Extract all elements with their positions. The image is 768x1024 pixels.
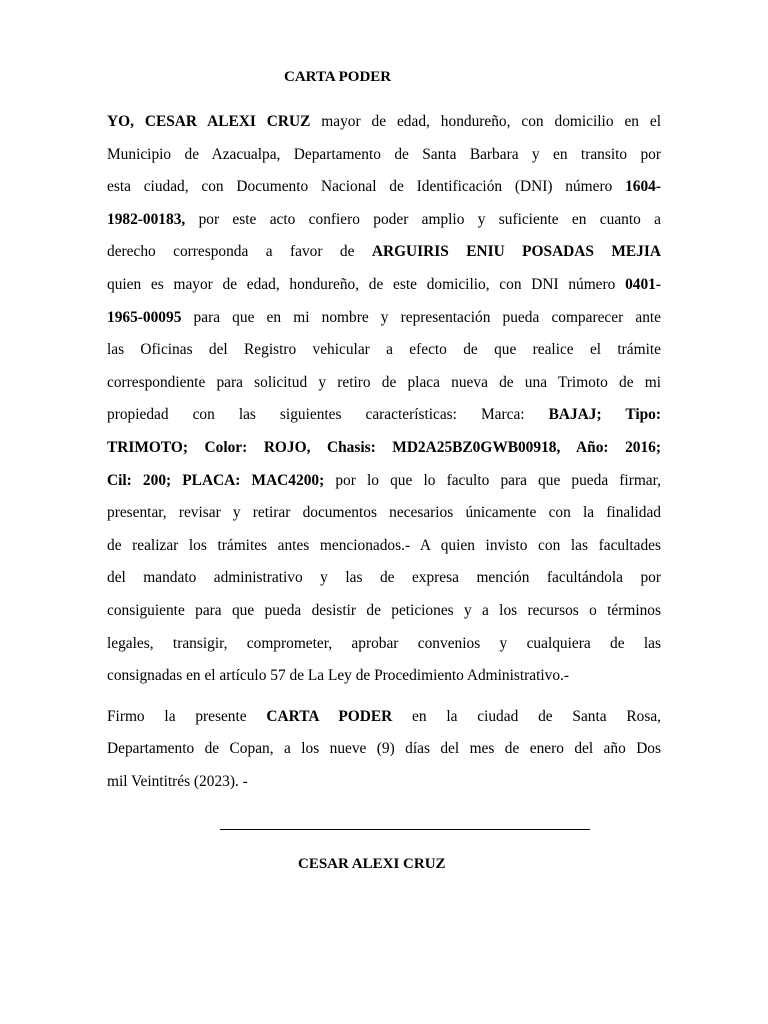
text-line: de realizar los trámites antes mencionados.- A quien invisto con las facultades <box>107 537 661 554</box>
vehicle-details: TRIMOTO; Color: ROJO, Chasis: MD2A25BZ0GWB00918, Año: 2016; <box>107 439 661 456</box>
text-line <box>107 439 661 457</box>
text-segment: por este acto confiero poder amplio y suficiente en cuanto a <box>185 211 661 228</box>
text-segment: derecho corresponda a favor de <box>107 243 372 260</box>
text-line: Municipio de Azacualpa, Departamento de Santa Barbara y en transito por <box>107 146 661 163</box>
document-type: CARTA PODER <box>266 708 393 725</box>
text-line: presentar, revisar y retirar documentos necesarios únicamente con la finalidad <box>107 504 661 521</box>
text-line <box>107 243 661 261</box>
grantor-dni: 1604- <box>625 178 661 195</box>
text-line: mil Veintitrés (2023). - <box>107 773 248 790</box>
text-line <box>107 472 661 490</box>
vehicle-plate: Cil: 200; PLACA: MAC4200; <box>107 472 325 489</box>
text-line: del mandato administrativo y las de expresa mención facultándola por <box>107 569 661 586</box>
text-line <box>107 708 661 726</box>
text-segment: esta ciudad, con Documento Nacional de Identificación (DNI) número <box>107 178 626 195</box>
text-segment: en la ciudad de Santa Rosa, <box>392 708 662 725</box>
document-title: CARTA PODER <box>284 69 392 85</box>
text-segment: para que en mi nombre y representación pueda comparecer ante <box>181 309 661 326</box>
signature-line <box>220 829 590 830</box>
text-segment: propiedad con las siguientes características: Marca: <box>107 406 549 423</box>
text-segment: por lo que lo faculto para que pueda firmar, <box>324 472 661 489</box>
text-segment: quien es mayor de edad, hondureño, de este domicilio, con DNI número <box>107 276 626 293</box>
grantee-dni: 0401- <box>625 276 661 293</box>
grantor-dni-cont: 1982-00183, <box>107 211 186 228</box>
text-line: consignadas en el artículo 57 de La Ley de Procedimiento Administrativo.- <box>107 667 570 684</box>
text-line <box>107 309 661 327</box>
text-line: las Oficinas del Registro vehicular a efecto de que realice el trámite <box>107 341 661 358</box>
text-line <box>107 276 661 294</box>
text-line: Departamento de Copan, a los nueve (9) días del mes de enero del año Dos <box>107 740 661 757</box>
text-segment: Firmo la presente <box>107 708 267 725</box>
text-line: correspondiente para solicitud y retiro de placa nueva de una Trimoto de mi <box>107 374 661 391</box>
grantor-name: YO, CESAR ALEXI CRUZ <box>107 113 311 130</box>
grantee-dni-cont: 1965-00095 <box>107 309 182 326</box>
grantee-name: ARGUIRIS ENIU POSADAS MEJIA <box>371 243 661 260</box>
text-segment: mayor de edad, hondureño, con domicilio en el <box>310 113 661 130</box>
text-line: consiguiente para que pueda desistir de peticiones y a los recursos o términos <box>107 602 661 619</box>
text-line <box>107 211 661 229</box>
signatory-name: CESAR ALEXI CRUZ <box>298 856 446 872</box>
text-line <box>107 113 661 131</box>
text-line <box>107 178 661 196</box>
text-line: legales, transigir, comprometer, aprobar convenios y cualquiera de las <box>107 635 661 652</box>
text-line <box>107 406 661 424</box>
vehicle-brand: BAJAJ; Tipo: <box>548 406 661 423</box>
